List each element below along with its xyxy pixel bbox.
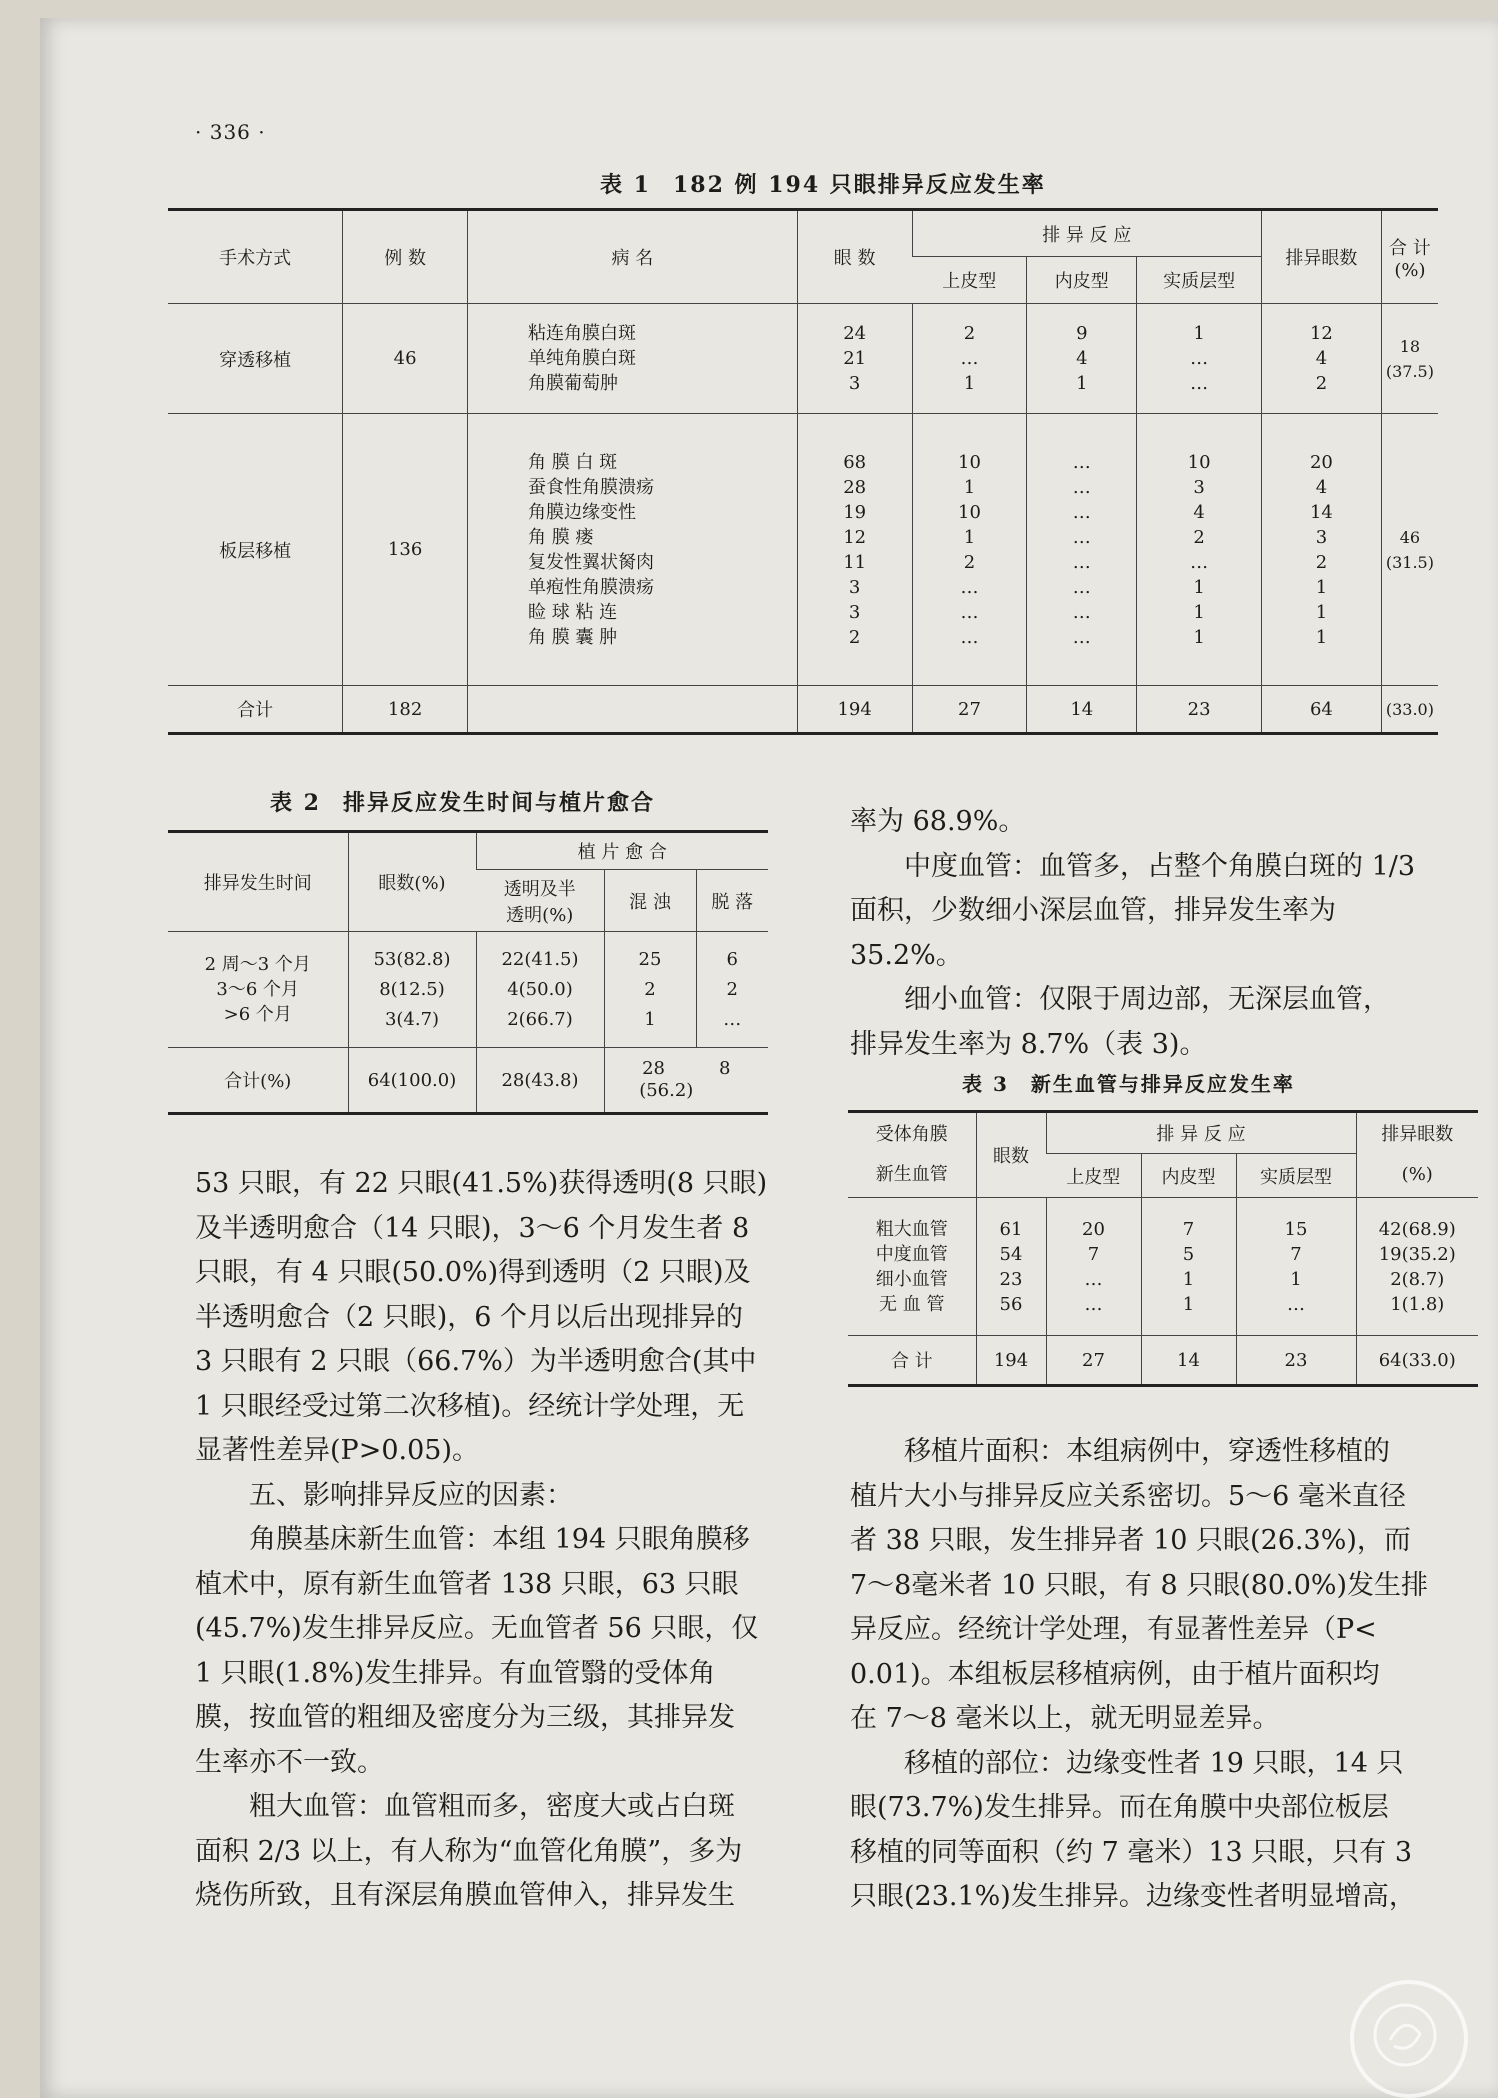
t1-g1-diseases-item: 角 膜 白 斑 xyxy=(528,451,618,473)
t3-r3-rejected: 1(1.8) xyxy=(1390,1293,1445,1315)
rb-line-3: 7～8毫米者 10 只眼，有 8 只眼(80.0%)发生排 xyxy=(850,1569,1429,1601)
t2-r0-turbid: 25 xyxy=(638,948,662,970)
lb-line-9: 植术中，原有新生血管者 138 只眼，63 只眼 xyxy=(195,1568,739,1600)
t1-g1-epithelial-item: 2 xyxy=(963,551,976,573)
t2-sum-turbid-detach xyxy=(604,1048,768,1114)
lb-line-12: 膜，按血管的粗细及密度分为三级，其排异发 xyxy=(195,1702,735,1733)
t3-r2-eyes: 23 xyxy=(999,1268,1023,1290)
t1-g1-stromal-item: 4 xyxy=(1193,501,1205,523)
t1-g1-eyes-item: 19 xyxy=(843,501,867,523)
t1-g0-diseases xyxy=(468,304,798,414)
t2-r0-detach: 6 xyxy=(726,948,738,970)
t1-g1-total-item: (31.5) xyxy=(1385,552,1434,572)
t1-g1-epithelial-item: … xyxy=(960,626,979,648)
rb-line-2: 者 38 只眼，发生排异者 10 只眼(26.3%)，而 xyxy=(850,1525,1411,1556)
lb-line-8: 角膜基床新生血管：本组 194 只眼角膜移 xyxy=(195,1524,750,1555)
t1-g1-eyes-item: 2 xyxy=(848,626,861,648)
t3-h-rejected: 排异眼数 xyxy=(1381,1124,1454,1145)
t1-g1-stromal-item: 10 xyxy=(1187,451,1211,473)
t2-r1-detach: 2 xyxy=(726,978,738,1000)
t1-g1-eyes-item: 3 xyxy=(848,576,861,598)
t1-sum-cases: 182 xyxy=(343,686,468,734)
lb-line-4: 3 只眼有 2 只眼（66.7%）为半透明愈合(其中 xyxy=(195,1346,757,1377)
t1-g1-stromal-item: 1 xyxy=(1193,601,1205,623)
t1-g1-diseases-item: 睑 球 粘 连 xyxy=(528,601,618,623)
table1 xyxy=(168,208,1438,735)
table3-label: 表 3 xyxy=(962,1072,1009,1096)
t1-g0-rejected-item: 4 xyxy=(1315,348,1328,369)
t1-g0-total xyxy=(1381,304,1438,414)
t3-r1-rejected: 19(35.2) xyxy=(1378,1243,1456,1265)
rb-line-10: 只眼(23.1%)发生排异。边缘变性者明显增高， xyxy=(850,1881,1416,1912)
t2-h-turbid: 混 浊 xyxy=(604,870,696,932)
t1-g0-endothelial-item: 1 xyxy=(1076,373,1088,394)
t1-h-pct: (%) xyxy=(1394,259,1426,281)
rt-line-5: 排异发生率为 8.7%（表 3)。 xyxy=(850,1028,1207,1060)
t1-g1-stromal-item: 3 xyxy=(1193,476,1205,498)
t3-h-eyes: 眼数 xyxy=(976,1112,1046,1198)
t1-g0-diseases-item: 单纯角膜白斑 xyxy=(528,348,637,369)
t1-g0-total-item: 18 xyxy=(1399,336,1421,356)
right-body-text xyxy=(850,1430,1428,1920)
t2-r2-clear: 2(66.7) xyxy=(507,1008,573,1030)
t2-sum-turbid: 28 xyxy=(642,1058,665,1079)
t2-col-clear xyxy=(476,932,604,1048)
t1-g0-diseases-item: 粘连角膜白斑 xyxy=(528,323,637,344)
t2-r0-clear: 22(41.5) xyxy=(501,948,579,970)
t1-g1-endothelial-item: … xyxy=(1072,476,1091,498)
t1-g1-rejected-item: 1 xyxy=(1315,626,1328,648)
t1-g0-eyes xyxy=(797,304,912,414)
t1-h-epithelial: 上皮型 xyxy=(912,257,1027,304)
t2-col-turbid xyxy=(604,932,696,1048)
t3-r0-stromal: 15 xyxy=(1284,1218,1308,1240)
t1-g1-diseases-item: 复发性翼状胬肉 xyxy=(528,551,655,573)
t3-h-pct: (%) xyxy=(1401,1164,1433,1185)
t1-g1-endothelial-item: … xyxy=(1072,501,1091,523)
rb-line-9: 移植的同等面积（约 7 毫米）13 只眼，只有 3 xyxy=(850,1836,1413,1868)
t1-g1-rejected-item: 4 xyxy=(1315,476,1328,498)
t1-g1-rejected-item: 20 xyxy=(1309,451,1333,473)
t1-g1-diseases-item: 蚕食性角膜溃疡 xyxy=(528,476,655,498)
t1-g0-eyes-item: 24 xyxy=(843,323,867,344)
t3-r3-eyes: 56 xyxy=(999,1293,1023,1315)
t2-h-healing: 植 片 愈 合 xyxy=(476,832,768,870)
t2-sum-detach: 8 xyxy=(718,1058,731,1079)
t1-g0-cases: 46 xyxy=(343,304,468,414)
t1-sum-endothelial: 14 xyxy=(1027,686,1137,734)
t1-g0-rejected-item: 12 xyxy=(1309,323,1333,344)
t1-sum-total: (33.0) xyxy=(1381,686,1438,734)
t3-h-stromal: 实质层型 xyxy=(1236,1154,1356,1198)
t1-g0-eyes-item: 3 xyxy=(848,373,861,394)
table3-caption xyxy=(962,1068,1295,1097)
table2-title: 排异反应发生时间与植片愈合 xyxy=(342,790,655,816)
table1-title: 182 例 194 只眼排异反应发生率 xyxy=(672,172,1046,198)
t1-sum-label: 合计 xyxy=(237,700,274,721)
lb-line-14: 粗大血管：血管粗而多，密度大或占白斑 xyxy=(195,1791,735,1822)
t2-r2-turbid: 1 xyxy=(644,1008,656,1030)
t2-h-clear xyxy=(476,870,604,932)
t1-h-rejected: 排异眼数 xyxy=(1262,210,1382,304)
t3-r1-endothelial: 5 xyxy=(1182,1243,1195,1265)
t1-h-endothelial: 内皮型 xyxy=(1027,257,1137,304)
t3-h-recipient xyxy=(848,1112,976,1198)
t3-r3-name: 无 血 管 xyxy=(879,1293,945,1315)
t1-g1-epithelial-item: 10 xyxy=(958,451,981,473)
t1-g0-eyes-item: 21 xyxy=(843,348,867,369)
table2-caption xyxy=(270,786,655,817)
t1-h-stromal: 实质层型 xyxy=(1137,257,1262,304)
t1-g0-stromal xyxy=(1137,304,1262,414)
left-body-text xyxy=(195,1162,767,1919)
t2-col-eyes xyxy=(348,932,476,1048)
t1-g0-epithelial-item: 1 xyxy=(963,373,976,394)
t1-g1-eyes-item: 28 xyxy=(843,476,867,498)
t1-g1-rejected-item: 2 xyxy=(1315,551,1328,573)
rt-line-2: 面积，少数细小深层血管，排异发生率为 xyxy=(850,895,1336,926)
rt-line-4: 细小血管：仅限于周边部，无深层血管， xyxy=(850,984,1390,1015)
t1-h-total xyxy=(1381,210,1438,304)
t1-g0-endothelial-item: 9 xyxy=(1076,323,1088,344)
t1-h-method: 手术方式 xyxy=(168,210,343,304)
right-top-paragraph xyxy=(850,800,1415,1067)
lb-line-15: 面积 2/3 以上，有人称为“血管化角膜”，多为 xyxy=(195,1835,743,1867)
t1-g1-epithelial xyxy=(912,414,1027,686)
lb-line-3: 半透明愈合（2 只眼)，6 个月以后出现排异的 xyxy=(195,1301,744,1333)
t1-g0-epithelial xyxy=(912,304,1027,414)
t1-sum-epithelial: 27 xyxy=(912,686,1027,734)
lb-line-11: 1 只眼(1.8%)发生排异。有血管翳的受体角 xyxy=(195,1657,716,1689)
t3-sum-endothelial: 14 xyxy=(1141,1336,1236,1386)
t1-g1-rejected-item: 3 xyxy=(1315,526,1328,548)
t1-g0-stromal-item: … xyxy=(1190,348,1209,369)
t1-g1-diseases-item: 角 膜 瘘 xyxy=(528,526,594,548)
rt-line-1: 中度血管：血管多，占整个角膜白斑的 1/3 xyxy=(850,850,1416,882)
rt-line-3: 35.2%。 xyxy=(850,939,963,971)
lb-line-7: 五、影响排异反应的因素： xyxy=(195,1479,573,1511)
t3-r2-rejected: 2(8.7) xyxy=(1390,1268,1445,1290)
t1-g1-stromal-item: 1 xyxy=(1193,576,1205,598)
t1-g1-diseases-item: 单疱性角膜溃疡 xyxy=(528,576,655,598)
lb-line-10: (45.7%)发生排异反应。无血管者 56 只眼，仅 xyxy=(195,1613,759,1644)
rt-line-0: 率为 68.9%。 xyxy=(850,806,1026,837)
t1-g1-rejected-item: 1 xyxy=(1315,576,1328,598)
t2-r1-time: 3～6 个月 xyxy=(216,979,300,1000)
t1-sum-rejected: 64 xyxy=(1262,686,1382,734)
watermark-seal-icon xyxy=(1350,1980,1468,2098)
t1-g1-stromal-item: 2 xyxy=(1193,526,1205,548)
t1-g1-eyes-item: 12 xyxy=(843,526,867,548)
t2-h-clear1: 透明及半 xyxy=(503,878,576,900)
t1-g1-epithelial-item: 1 xyxy=(963,476,976,498)
t2-sum-time: 合计(%) xyxy=(224,1071,292,1092)
t1-h-total-label: 合 计 xyxy=(1389,237,1431,259)
t1-g0-epithelial-item: … xyxy=(960,348,979,369)
t2-sum-eyes: 64(100.0) xyxy=(348,1048,476,1114)
t1-g1-endothelial-item: … xyxy=(1072,626,1091,648)
t3-col-stromal xyxy=(1236,1198,1356,1336)
t1-g1-eyes-item: 11 xyxy=(843,551,867,573)
t3-r1-name: 中度血管 xyxy=(875,1243,948,1265)
t1-sum-blank xyxy=(468,686,798,734)
t1-g1-epithelial-item: … xyxy=(960,576,979,598)
t1-h-eyes: 眼 数 xyxy=(797,210,912,304)
t3-r3-endothelial: 1 xyxy=(1182,1293,1195,1315)
t2-r2-detach: … xyxy=(723,1008,742,1030)
t1-g0-stromal-item: 1 xyxy=(1193,323,1205,344)
t3-r2-name: 细小血管 xyxy=(875,1268,948,1290)
table3 xyxy=(848,1110,1478,1387)
t2-col-detach xyxy=(696,932,768,1048)
t3-h-endothelial: 内皮型 xyxy=(1141,1154,1236,1198)
t2-r0-eyes: 53(82.8) xyxy=(373,948,451,970)
lb-line-6: 显著性差异(P>0.05)。 xyxy=(195,1435,479,1466)
t3-r0-rejected: 42(68.9) xyxy=(1378,1218,1456,1240)
t1-g1-eyes-item: 3 xyxy=(848,601,861,623)
t1-g1-endothelial-item: … xyxy=(1072,451,1091,473)
t3-col-eyes xyxy=(976,1198,1046,1336)
table2 xyxy=(168,830,768,1115)
t2-sum-combined: (56.2) xyxy=(639,1080,694,1101)
t2-h-time: 排异发生时间 xyxy=(168,832,348,932)
t3-r0-endothelial: 7 xyxy=(1182,1218,1195,1240)
lb-line-2: 只眼，有 4 只眼(50.0%)得到透明（2 只眼)及 xyxy=(195,1257,751,1288)
t1-g1-stromal xyxy=(1137,414,1262,686)
t1-g1-rejected xyxy=(1262,414,1382,686)
lb-line-5: 1 只眼经受过第二次移植)。经统计学处理，无 xyxy=(195,1390,745,1422)
t1-g1-epithelial-item: 1 xyxy=(963,526,976,548)
t3-r1-stromal: 7 xyxy=(1290,1243,1302,1265)
t1-g1-diseases-item: 角膜边缘变性 xyxy=(528,501,637,523)
table1-label: 表 1 xyxy=(600,172,651,198)
t3-r3-stromal: … xyxy=(1287,1293,1305,1315)
t3-sum-eyes: 194 xyxy=(976,1336,1046,1386)
t2-h-clear2: 透明(%) xyxy=(506,904,574,926)
t2-h-eyes: 眼数(%) xyxy=(348,832,476,932)
t1-g0-method: 穿透移植 xyxy=(168,304,343,414)
rb-line-7: 移植的部位：边缘变性者 19 只眼，14 只 xyxy=(850,1747,1404,1779)
t3-h-epithelial: 上皮型 xyxy=(1046,1154,1141,1198)
t1-g1-endothelial-item: … xyxy=(1072,601,1091,623)
t1-g1-endothelial-item: … xyxy=(1072,551,1091,573)
t1-sum-eyes: 194 xyxy=(797,686,912,734)
rb-line-6: 在 7～8 毫米以上，就无明显差异。 xyxy=(850,1703,1280,1734)
rb-line-5: 0.01)。本组板层移植病例，由于植片面积均 xyxy=(850,1658,1380,1690)
lb-line-0: 53 只眼，有 22 只眼(41.5%)获得透明(8 只眼) xyxy=(195,1168,768,1199)
t1-g1-stromal-item: … xyxy=(1190,551,1209,573)
t1-g0-endothelial-item: 4 xyxy=(1076,348,1088,369)
lb-line-13: 生率亦不一致。 xyxy=(195,1746,384,1778)
t1-g0-stromal-item: … xyxy=(1190,373,1209,394)
t3-col-epithelial xyxy=(1046,1198,1141,1336)
t3-r0-name: 粗大血管 xyxy=(875,1218,948,1240)
t3-r2-endothelial: 1 xyxy=(1182,1268,1195,1290)
t3-sum-epithelial: 27 xyxy=(1046,1336,1141,1386)
t3-sum-rejected: 64(33.0) xyxy=(1356,1336,1478,1386)
t1-g1-eyes-item: 68 xyxy=(843,451,867,473)
t1-g0-epithelial-item: 2 xyxy=(963,323,976,344)
t1-g0-endothelial xyxy=(1027,304,1137,414)
t1-g0-rejected xyxy=(1262,304,1382,414)
t3-col-name xyxy=(848,1198,976,1336)
t1-h-reaction: 排 异 反 应 xyxy=(912,210,1261,257)
t3-r0-epithelial: 20 xyxy=(1082,1218,1105,1240)
t1-g1-epithelial-item: … xyxy=(960,601,979,623)
t3-r1-eyes: 54 xyxy=(999,1243,1023,1265)
t1-sum-stromal: 23 xyxy=(1137,686,1262,734)
lb-line-16: 烧伤所致，且有深层角膜血管伸入，排异发生 xyxy=(195,1880,735,1911)
t2-r2-time: >6 个月 xyxy=(223,1004,292,1025)
t3-sum-name: 合 计 xyxy=(890,1351,933,1372)
t2-r2-eyes: 3(4.7) xyxy=(384,1008,440,1030)
rb-line-1: 植片大小与排异反应关系密切。5～6 毫米直径 xyxy=(850,1480,1406,1512)
rb-line-0: 移植片面积：本组病例中，穿透性移植的 xyxy=(850,1436,1390,1467)
t2-r1-eyes: 8(12.5) xyxy=(379,978,445,1000)
t1-h-disease: 病 名 xyxy=(468,210,798,304)
t3-r1-epithelial: 7 xyxy=(1087,1243,1100,1265)
t1-g1-cases: 136 xyxy=(343,414,468,686)
t1-g1-epithelial-item: 10 xyxy=(958,501,981,523)
t3-r3-epithelial: … xyxy=(1084,1293,1103,1315)
t3-col-endothelial xyxy=(1141,1198,1236,1336)
t1-g1-endothelial xyxy=(1027,414,1137,686)
t3-r2-epithelial: … xyxy=(1084,1268,1103,1290)
rb-line-8: 眼(73.7%)发生排异。而在角膜中央部位板层 xyxy=(850,1792,1389,1823)
t3-r2-stromal: 1 xyxy=(1290,1268,1302,1290)
t2-r1-turbid: 2 xyxy=(644,978,656,1000)
t2-h-detach: 脱 落 xyxy=(696,870,768,932)
t2-r1-clear: 4(50.0) xyxy=(507,978,573,1000)
table1-caption xyxy=(600,168,1046,199)
t3-h-recipient2: 新生血管 xyxy=(875,1164,948,1185)
t3-h-reaction: 排 异 反 应 xyxy=(1046,1112,1356,1154)
rb-line-4: 异反应。经统计学处理，有显著性差异（P< xyxy=(850,1614,1377,1645)
table3-title: 新生血管与排异反应发生率 xyxy=(1030,1072,1295,1096)
t1-g0-diseases-item: 角膜葡萄肿 xyxy=(528,373,619,394)
t1-g1-stromal-item: 1 xyxy=(1193,626,1205,648)
t1-g1-endothelial-item: … xyxy=(1072,526,1091,548)
lb-line-1: 及半透明愈合（14 只眼)，3～6 个月发生者 8 xyxy=(195,1212,750,1244)
t1-g0-rejected-item: 2 xyxy=(1315,373,1328,394)
t1-g1-total xyxy=(1381,414,1438,686)
t1-g1-rejected-item: 1 xyxy=(1315,601,1328,623)
t1-g1-diseases-item: 角 膜 囊 肿 xyxy=(528,626,618,648)
t3-col-rejected xyxy=(1356,1198,1478,1336)
t1-g1-endothelial-item: … xyxy=(1072,576,1091,598)
t1-g1-method: 板层移植 xyxy=(168,414,343,686)
t1-g1-diseases xyxy=(468,414,798,686)
t1-h-cases: 例 数 xyxy=(343,210,468,304)
t1-g1-eyes xyxy=(797,414,912,686)
t3-h-rejected-cell xyxy=(1356,1112,1478,1198)
t3-r0-eyes: 61 xyxy=(999,1218,1023,1240)
page-number: · 336 · xyxy=(195,120,266,144)
t3-h-recipient1: 受体角膜 xyxy=(875,1124,948,1145)
t2-col-time xyxy=(168,932,348,1048)
table2-label: 表 2 xyxy=(270,790,321,816)
t1-g0-total-item: (37.5) xyxy=(1385,361,1434,381)
t2-sum-clear: 28(43.8) xyxy=(476,1048,604,1114)
t1-g1-rejected-item: 14 xyxy=(1309,501,1333,523)
t3-sum-stromal: 23 xyxy=(1236,1336,1356,1386)
t1-g1-total-item: 46 xyxy=(1399,527,1421,547)
t2-r0-time: 2 周～3 个月 xyxy=(204,954,311,975)
